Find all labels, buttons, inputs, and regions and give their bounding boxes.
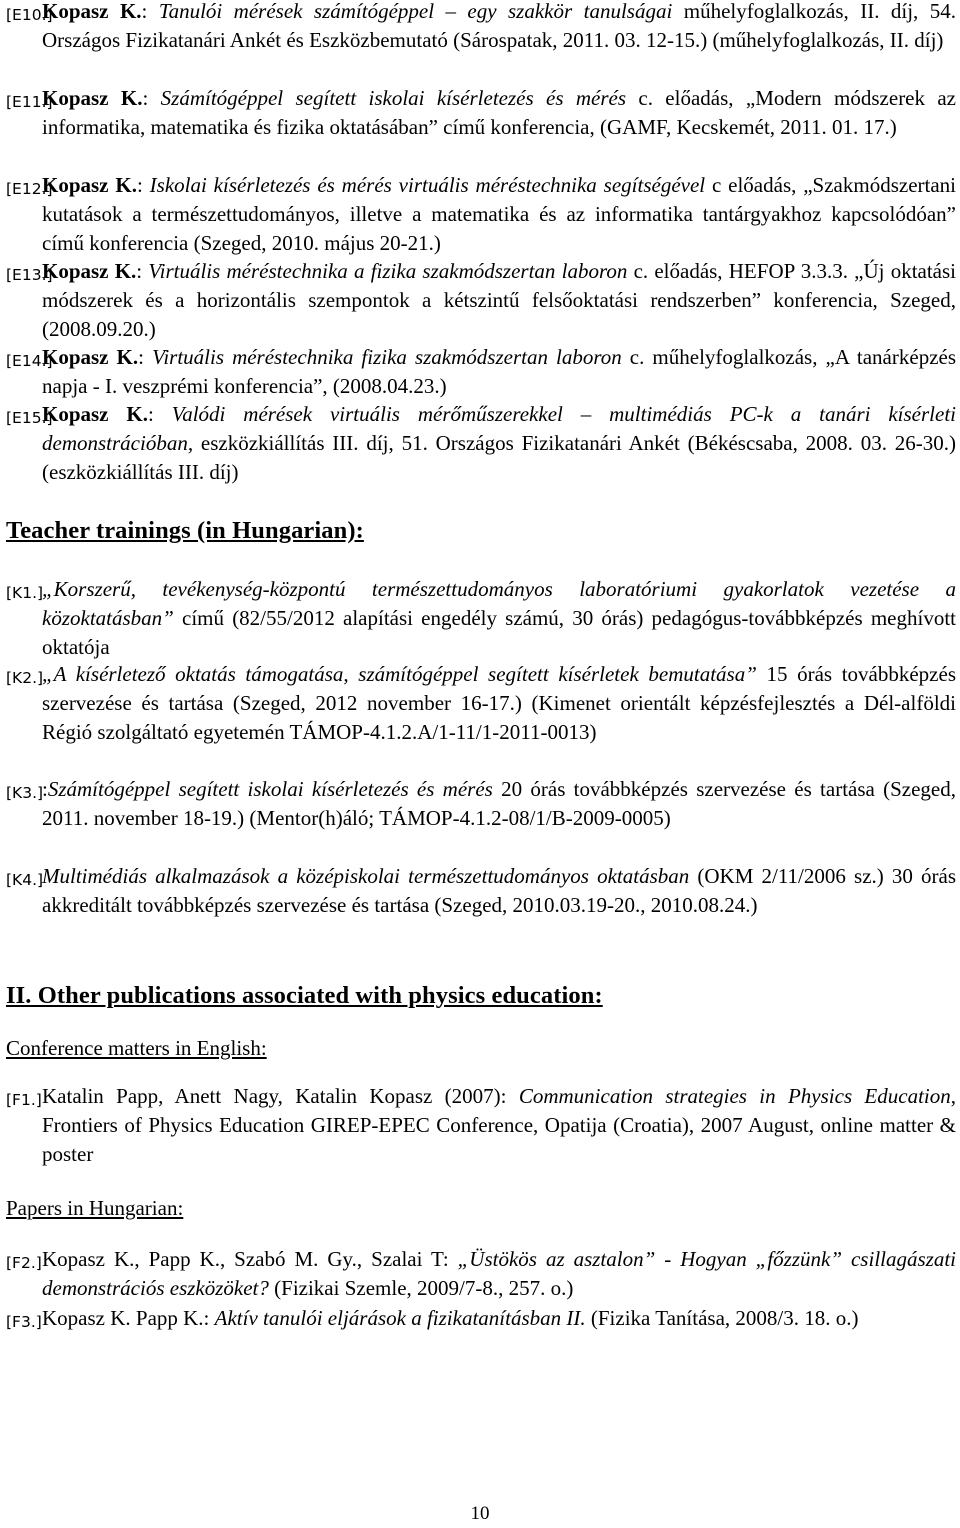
training-details: 20 órás továbbképzés szervezése és tartása (Szeged, 2011. november 18-19.) (Mentor(h)áló; TÁMOP-4.1.2-08/1/B-2009-0005) xyxy=(42,777,957,830)
reference-e12: [E12.] Kopasz K.: Iskolai kísérletezés és mérés virtuális méréstechnika segítségével c előadás, „Szakmódszertani kutatások a természettudományos, illetve a matematika és az informatika tantárgyakhoz kapcsolódóan” című konferencia (Szeged, 2010. május 20-21.) xyxy=(6,173,956,255)
training-k4 xyxy=(6,862,956,920)
reference-title: Virtuális méréstechnika a fizika szakmódszertan laboron xyxy=(148,259,628,283)
reference-details: műhelyfoglalkozás, II. díj, 54. Országos Fizikatanári Ankét és Eszközbemutató (Sárospatak, 2011. 03. 12-15.) (műhelyfoglalkozás, II. díj) xyxy=(42,0,956,52)
reference-e10: [E10.] Kopasz K.: Tanulói mérések számítógéppel – egy szakkör tanulságai műhelyfoglalkozás, II. díj, 54. Országos Fizikatanári Ankét és Eszközbemutató (Sárospatak, 2011. 03. 12-15.) (műhelyfoglalkozás, II. díj) xyxy=(6,0,956,52)
training-title: Számítógéppel segített iskolai kísérletezés és mérés xyxy=(47,777,493,801)
publication-details: (Fizika Tanítása, 2008/3. 18. o.) xyxy=(585,1306,859,1330)
reference-author: Kopasz K. xyxy=(42,402,148,426)
training-title: „Korszerű, tevékenység-központú természettudományos laboratóriumi gyakorlatok vezetése a közoktatásban” xyxy=(42,577,956,630)
subheading-papers-in-hungarian: Papers in Hungarian: xyxy=(6,1196,184,1220)
training-title: „A kísérletező oktatás támogatása, számítógéppel segített kísérletek bemutatása” xyxy=(42,662,757,686)
training-label: [K1.] xyxy=(6,584,44,602)
reference-label: [E15.] xyxy=(6,409,53,427)
reference-author: Kopasz K. xyxy=(42,86,143,110)
publication-label: [F3.] xyxy=(6,1313,42,1331)
reference-author: Kopasz K. xyxy=(42,0,142,23)
section-heading-other-publications: II. Other publications associated with physics education: xyxy=(6,982,603,1009)
training-details: (OKM 2/11/2006 sz.) 30 órás akkreditált továbbképzés szervezése és tartása (Szeged, 2010.03.19-20., 2010.08.24.) xyxy=(42,864,957,917)
reference-label: [E10.] xyxy=(6,6,53,24)
reference-author: Kopasz K. xyxy=(42,345,139,369)
publication-details: (Fizikai Szemle, 2009/7-8., 257. o.) xyxy=(268,1276,574,1300)
reference-label: [E11.] xyxy=(6,93,53,111)
publication-label: [F1.] xyxy=(6,1091,42,1109)
reference-details: eszközkiállítás III. díj, 51. Országos Fizikatanári Ankét (Békéscsaba, 2008. 03. 26-30.) (eszközkiállítás III. díj) xyxy=(42,431,956,484)
reference-label: [E13.] xyxy=(6,266,53,284)
reference-details: c. műhelyfoglalkozás, „A tanárképzés napja - I. veszprémi konferencia”, (2008.04.23.) xyxy=(42,345,957,398)
reference-label: [E14.] xyxy=(6,352,53,370)
training-label: [K2.] xyxy=(6,669,44,687)
publication-authors: Kopasz K. Papp K.: xyxy=(42,1306,215,1330)
reference-details: c előadás, „Szakmódszertani kutatások a természettudományos, illetve a matematika és az informatika tantárgyakhoz kapcsolódóan” című konferencia (Szeged, 2010. május 20-21.) xyxy=(42,173,956,255)
training-details: című (82/55/2012 alapítási engedély számú, 30 órás) pedagógus-továbbképzés meghívott oktatója xyxy=(42,606,956,659)
subheading-conference-matters: Conference matters in English: xyxy=(6,1036,267,1060)
reference-e13: [E13.] Kopasz K.: Virtuális méréstechnika a fizika szakmódszertan laboron c. előadás, HEFOP 3.3.3. „Új oktatási módszerek és a horizontális szempontok a kétszintű felsőoktatási rendszerben” konferencia, Szeged, (2008.09.20.) xyxy=(6,259,957,341)
reference-e14: [E14.] Kopasz K.: Virtuális méréstechnika fizika szakmódszertan laboron c. műhelyfoglalkozás, „A tanárképzés napja - I. veszprémi konferencia”, (2008.04.23.) xyxy=(6,345,957,398)
page-number: 10 xyxy=(470,1503,490,1524)
publication-label: [F2.] xyxy=(6,1254,42,1272)
reference-author: Kopasz K. xyxy=(42,173,137,197)
publication-f3 xyxy=(6,1304,956,1333)
reference-title: Tanulói mérések számítógéppel – egy szakkör tanulságai xyxy=(158,0,673,23)
reference-author: Kopasz K. xyxy=(42,259,137,283)
training-k1 xyxy=(6,575,956,662)
training-k2 xyxy=(6,660,956,747)
reference-title: Számítógéppel segített iskolai kísérletezés és mérés xyxy=(160,86,627,110)
reference-e15: [E15.] Kopasz K.: Valódi mérések virtuális mérőműszerekkel – multimédiás PC-k a tanári kísérleti demonstrációban, eszközkiállítás III. díj, 51. Országos Fizikatanári Ankét (Békéscsaba, 2008. 03. 26-30.) (eszközkiállítás III. díj) xyxy=(6,402,956,484)
training-details: 15 órás továbbképzés szervezése és tartása (Szeged, 2012 november 16-17.) (Kimenet orientált képzésfejlesztés a Dél-alföldi Régió szolgáltató egyetemén TÁMOP-4.1.2.A/1-11/1-2011-0013) xyxy=(42,662,956,744)
training-label: [K4.] xyxy=(6,871,44,889)
section-heading-teacher-trainings: Teacher trainings (in Hungarian): xyxy=(6,517,364,544)
publication-f2 xyxy=(6,1245,956,1303)
reference-details: c. előadás, HEFOP 3.3.3. „Új oktatási módszerek és a horizontális szempontok a kétszintű felsőoktatási rendszerben” konferencia, Szeged, (2008.09.20.) xyxy=(42,259,957,341)
publication-authors: Kopasz K., Papp K., Szabó M. Gy., Szalai T: xyxy=(42,1247,458,1271)
reference-title: Virtuális méréstechnika fizika szakmódszertan laboron xyxy=(152,345,622,369)
reference-details: c. előadás, „Modern módszerek az informatika, matematika és fizika oktatásában” című konferencia, (GAMF, Kecskemét, 2011. 01. 17.) xyxy=(42,86,957,139)
reference-title: Iskolai kísérletezés és mérés virtuális méréstechnika segítségével xyxy=(149,173,706,197)
training-label: [K3.] xyxy=(6,784,44,802)
reference-e11: [E11.] Kopasz K.: Számítógéppel segített iskolai kísérletezés és mérés c. előadás, „Modern módszerek az informatika, matematika és fizika oktatásában” című konferencia, (GAMF, Kecskemét, 2011. 01. 17.) xyxy=(6,86,957,139)
reference-title: Valódi mérések virtuális mérőműszerekkel – multimédiás PC-k a tanári kísérleti demonstrációban, xyxy=(42,402,956,455)
publication-authors: Katalin Papp, Anett Nagy, Katalin Kopasz (2007): xyxy=(42,1084,519,1108)
publication-title: Aktív tanulói eljárások a fizikatanításban II. xyxy=(214,1306,586,1330)
publication-title: Communication strategies in Physics Education xyxy=(518,1084,951,1108)
training-title: Multimédiás alkalmazások a középiskolai természettudományos oktatásban xyxy=(42,864,690,888)
training-k3: [K3.] :Számítógéppel segített iskolai kísérletezés és mérés 20 órás továbbképzés szervezése és tartása (Szeged, 2011. november 18-19.) (Mentor(h)áló; TÁMOP-4.1.2-08/1/B-2009-0005) xyxy=(6,777,957,830)
reference-label: [E12.] xyxy=(6,180,53,198)
publication-f1 xyxy=(6,1082,956,1169)
publication-details: , Frontiers of Physics Education GIREP-EPEC Conference, Opatija (Croatia), 2007 August, online matter & poster xyxy=(42,1084,957,1166)
publication-title: „Üstökös az asztalon” - Hogyan „főzzünk” csillagászati demonstrációs eszközöket? xyxy=(42,1247,956,1300)
